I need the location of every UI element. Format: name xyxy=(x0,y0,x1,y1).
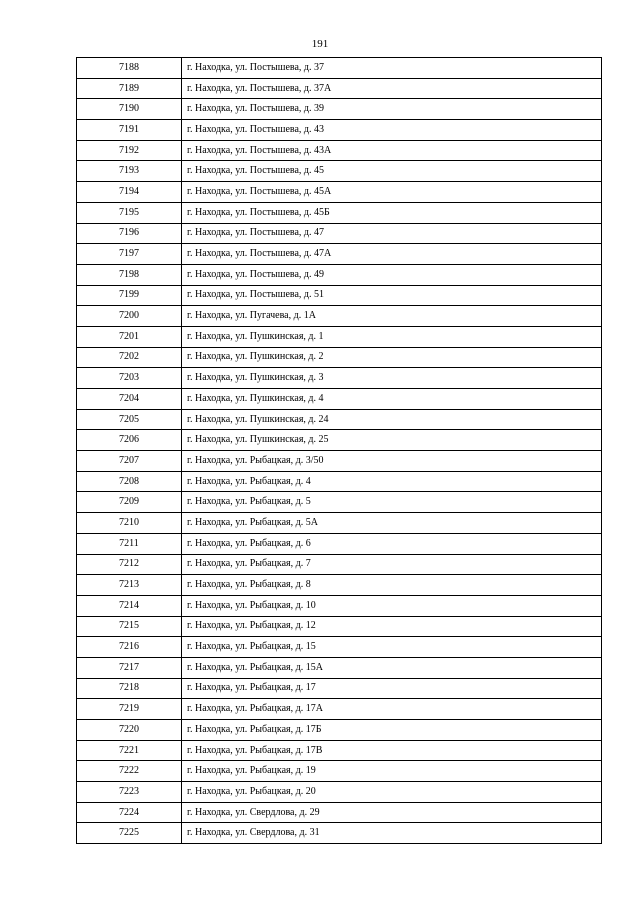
row-number-cell: 7201 xyxy=(77,326,182,347)
address-cell: г. Находка, ул. Постышева, д. 47 xyxy=(182,223,602,244)
address-cell: г. Находка, ул. Рыбацкая, д. 10 xyxy=(182,595,602,616)
address-cell: г. Находка, ул. Рыбацкая, д. 7 xyxy=(182,554,602,575)
row-number-cell: 7217 xyxy=(77,657,182,678)
address-cell: г. Находка, ул. Рыбацкая, д. 17В xyxy=(182,740,602,761)
address-table-body xyxy=(77,58,602,844)
row-number-cell: 7214 xyxy=(77,595,182,616)
address-cell: г. Находка, ул. Постышева, д. 45А xyxy=(182,182,602,203)
address-cell: г. Находка, ул. Постышева, д. 37 xyxy=(182,58,602,79)
row-number-cell: 7216 xyxy=(77,637,182,658)
row-number-cell: 7202 xyxy=(77,347,182,368)
row-number-cell: 7203 xyxy=(77,368,182,389)
table-row xyxy=(77,595,602,616)
table-row xyxy=(77,802,602,823)
row-number-cell: 7199 xyxy=(77,285,182,306)
table-row xyxy=(77,202,602,223)
table-row xyxy=(77,58,602,79)
address-cell: г. Находка, ул. Рыбацкая, д. 17 xyxy=(182,678,602,699)
table-row xyxy=(77,513,602,534)
address-cell: г. Находка, ул. Свердлова, д. 31 xyxy=(182,823,602,844)
table-row xyxy=(77,823,602,844)
address-cell: г. Находка, ул. Рыбацкая, д. 17А xyxy=(182,699,602,720)
row-number-cell: 7190 xyxy=(77,99,182,120)
table-row xyxy=(77,161,602,182)
row-number-cell: 7198 xyxy=(77,264,182,285)
table-row xyxy=(77,720,602,741)
address-cell: г. Находка, ул. Рыбацкая, д. 19 xyxy=(182,761,602,782)
address-cell: г. Находка, ул. Постышева, д. 51 xyxy=(182,285,602,306)
row-number-cell: 7215 xyxy=(77,616,182,637)
row-number-cell: 7197 xyxy=(77,244,182,265)
address-cell: г. Находка, ул. Постышева, д. 47А xyxy=(182,244,602,265)
table-row xyxy=(77,389,602,410)
address-cell: г. Находка, ул. Постышева, д. 49 xyxy=(182,264,602,285)
row-number-cell: 7213 xyxy=(77,575,182,596)
table-row xyxy=(77,575,602,596)
address-cell: г. Находка, ул. Рыбацкая, д. 4 xyxy=(182,471,602,492)
row-number-cell: 7189 xyxy=(77,78,182,99)
address-cell: г. Находка, ул. Постышева, д. 45 xyxy=(182,161,602,182)
row-number-cell: 7191 xyxy=(77,120,182,141)
table-row xyxy=(77,223,602,244)
table-row xyxy=(77,451,602,472)
row-number-cell: 7219 xyxy=(77,699,182,720)
row-number-cell: 7209 xyxy=(77,492,182,513)
table-row xyxy=(77,782,602,803)
row-number-cell: 7204 xyxy=(77,389,182,410)
table-row xyxy=(77,761,602,782)
address-cell: г. Находка, ул. Постышева, д. 39 xyxy=(182,99,602,120)
address-cell: г. Находка, ул. Рыбацкая, д. 15А xyxy=(182,657,602,678)
address-cell: г. Находка, ул. Рыбацкая, д. 5А xyxy=(182,513,602,534)
address-cell: г. Находка, ул. Рыбацкая, д. 15 xyxy=(182,637,602,658)
table-row xyxy=(77,471,602,492)
table-row xyxy=(77,264,602,285)
address-cell: г. Находка, ул. Пугачева, д. 1А xyxy=(182,306,602,327)
address-table xyxy=(76,57,602,844)
address-cell: г. Находка, ул. Рыбацкая, д. 3/50 xyxy=(182,451,602,472)
row-number-cell: 7220 xyxy=(77,720,182,741)
address-cell: г. Находка, ул. Пушкинская, д. 2 xyxy=(182,347,602,368)
address-cell: г. Находка, ул. Пушкинская, д. 4 xyxy=(182,389,602,410)
table-row xyxy=(77,740,602,761)
table-row xyxy=(77,409,602,430)
table-row xyxy=(77,554,602,575)
address-cell: г. Находка, ул. Постышева, д. 43 xyxy=(182,120,602,141)
table-row xyxy=(77,699,602,720)
address-cell: г. Находка, ул. Пушкинская, д. 24 xyxy=(182,409,602,430)
table-row xyxy=(77,182,602,203)
table-row xyxy=(77,616,602,637)
page-number: 191 xyxy=(311,38,329,50)
row-number-cell: 7192 xyxy=(77,140,182,161)
address-cell: г. Находка, ул. Рыбацкая, д. 5 xyxy=(182,492,602,513)
table-row xyxy=(77,678,602,699)
address-cell: г. Находка, ул. Рыбацкая, д. 8 xyxy=(182,575,602,596)
row-number-cell: 7223 xyxy=(77,782,182,803)
row-number-cell: 7224 xyxy=(77,802,182,823)
table-row xyxy=(77,347,602,368)
table-row xyxy=(77,244,602,265)
address-cell: г. Находка, ул. Пушкинская, д. 25 xyxy=(182,430,602,451)
row-number-cell: 7207 xyxy=(77,451,182,472)
address-cell: г. Находка, ул. Рыбацкая, д. 6 xyxy=(182,533,602,554)
table-row xyxy=(77,368,602,389)
address-cell: г. Находка, ул. Постышева, д. 37А xyxy=(182,78,602,99)
table-row xyxy=(77,140,602,161)
address-cell: г. Находка, ул. Постышева, д. 43А xyxy=(182,140,602,161)
table-row xyxy=(77,120,602,141)
row-number-cell: 7210 xyxy=(77,513,182,534)
table-row xyxy=(77,306,602,327)
table-row xyxy=(77,285,602,306)
table-row xyxy=(77,78,602,99)
address-cell: г. Находка, ул. Пушкинская, д. 3 xyxy=(182,368,602,389)
row-number-cell: 7196 xyxy=(77,223,182,244)
row-number-cell: 7194 xyxy=(77,182,182,203)
row-number-cell: 7200 xyxy=(77,306,182,327)
row-number-cell: 7206 xyxy=(77,430,182,451)
row-number-cell: 7205 xyxy=(77,409,182,430)
address-cell: г. Находка, ул. Рыбацкая, д. 12 xyxy=(182,616,602,637)
address-cell: г. Находка, ул. Рыбацкая, д. 20 xyxy=(182,782,602,803)
table-row xyxy=(77,492,602,513)
table-row xyxy=(77,326,602,347)
row-number-cell: 7222 xyxy=(77,761,182,782)
row-number-cell: 7225 xyxy=(77,823,182,844)
row-number-cell: 7221 xyxy=(77,740,182,761)
address-cell: г. Находка, ул. Постышева, д. 45Б xyxy=(182,202,602,223)
table-row xyxy=(77,533,602,554)
table-row xyxy=(77,99,602,120)
row-number-cell: 7211 xyxy=(77,533,182,554)
table-row xyxy=(77,657,602,678)
row-number-cell: 7218 xyxy=(77,678,182,699)
row-number-cell: 7188 xyxy=(77,58,182,79)
address-cell: г. Находка, ул. Рыбацкая, д. 17Б xyxy=(182,720,602,741)
address-cell: г. Находка, ул. Свердлова, д. 29 xyxy=(182,802,602,823)
table-row xyxy=(77,430,602,451)
row-number-cell: 7208 xyxy=(77,471,182,492)
row-number-cell: 7195 xyxy=(77,202,182,223)
table-row xyxy=(77,637,602,658)
address-cell: г. Находка, ул. Пушкинская, д. 1 xyxy=(182,326,602,347)
row-number-cell: 7212 xyxy=(77,554,182,575)
row-number-cell: 7193 xyxy=(77,161,182,182)
